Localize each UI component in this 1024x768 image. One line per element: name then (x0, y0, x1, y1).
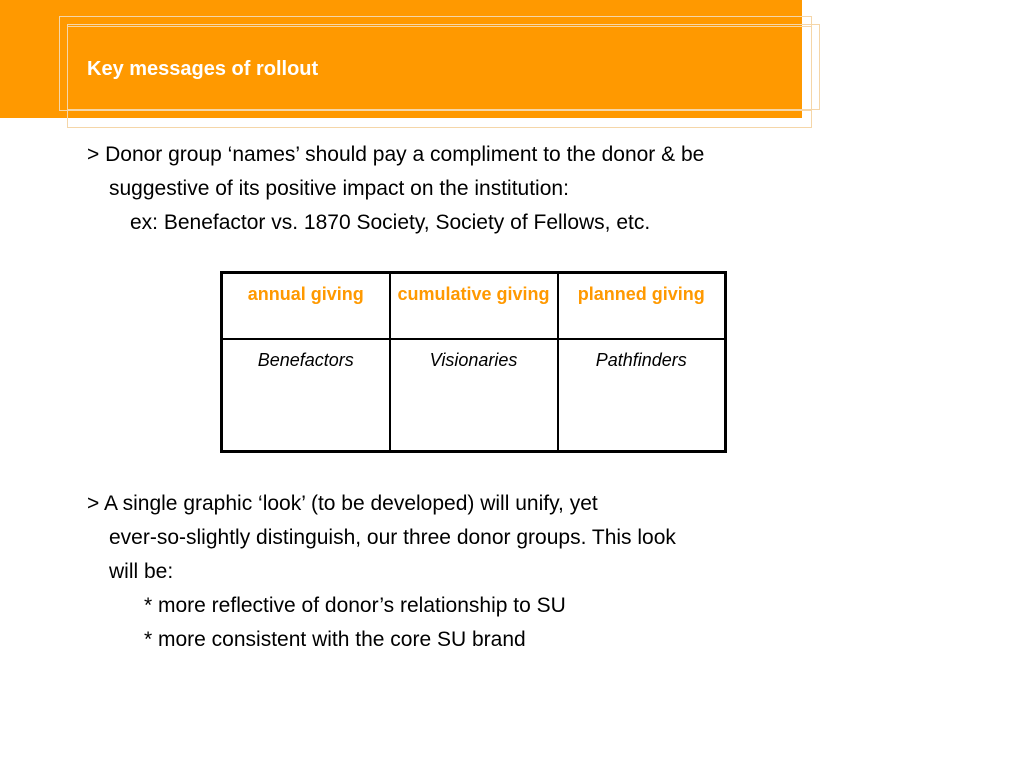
graphic-look-paragraph (87, 487, 676, 657)
cell-visionaries: Visionaries (390, 339, 558, 452)
paragraph-line: ever-so-slightly distinguish, our three donor groups. This look (109, 526, 676, 549)
bullet-line: * more consistent with the core SU brand (144, 628, 526, 651)
paragraph-line: > A single graphic ‘look’ (to be developed) will unify, yet (87, 492, 598, 515)
table-header-row (222, 273, 726, 340)
paragraph-line: suggestive of its positive impact on the institution: (109, 177, 569, 200)
header-annual-giving: annual giving (222, 273, 390, 340)
slide-title: Key messages of rollout (87, 58, 319, 80)
table-row (222, 339, 726, 452)
giving-levels-table (220, 271, 727, 453)
paragraph-line: will be: (109, 560, 174, 583)
header-cumulative-giving: cumulative giving (390, 273, 558, 340)
cell-benefactors: Benefactors (222, 339, 390, 452)
cell-pathfinders: Pathfinders (558, 339, 726, 452)
example-line: ex: Benefactor vs. 1870 Society, Society of Fellows, etc. (130, 211, 651, 234)
header-planned-giving: planned giving (558, 273, 726, 340)
donor-names-paragraph (87, 138, 704, 240)
paragraph-line: > Donor group ‘names’ should pay a compliment to the donor & be (87, 143, 705, 166)
bullet-line: * more reflective of donor’s relationship to SU (144, 594, 566, 617)
